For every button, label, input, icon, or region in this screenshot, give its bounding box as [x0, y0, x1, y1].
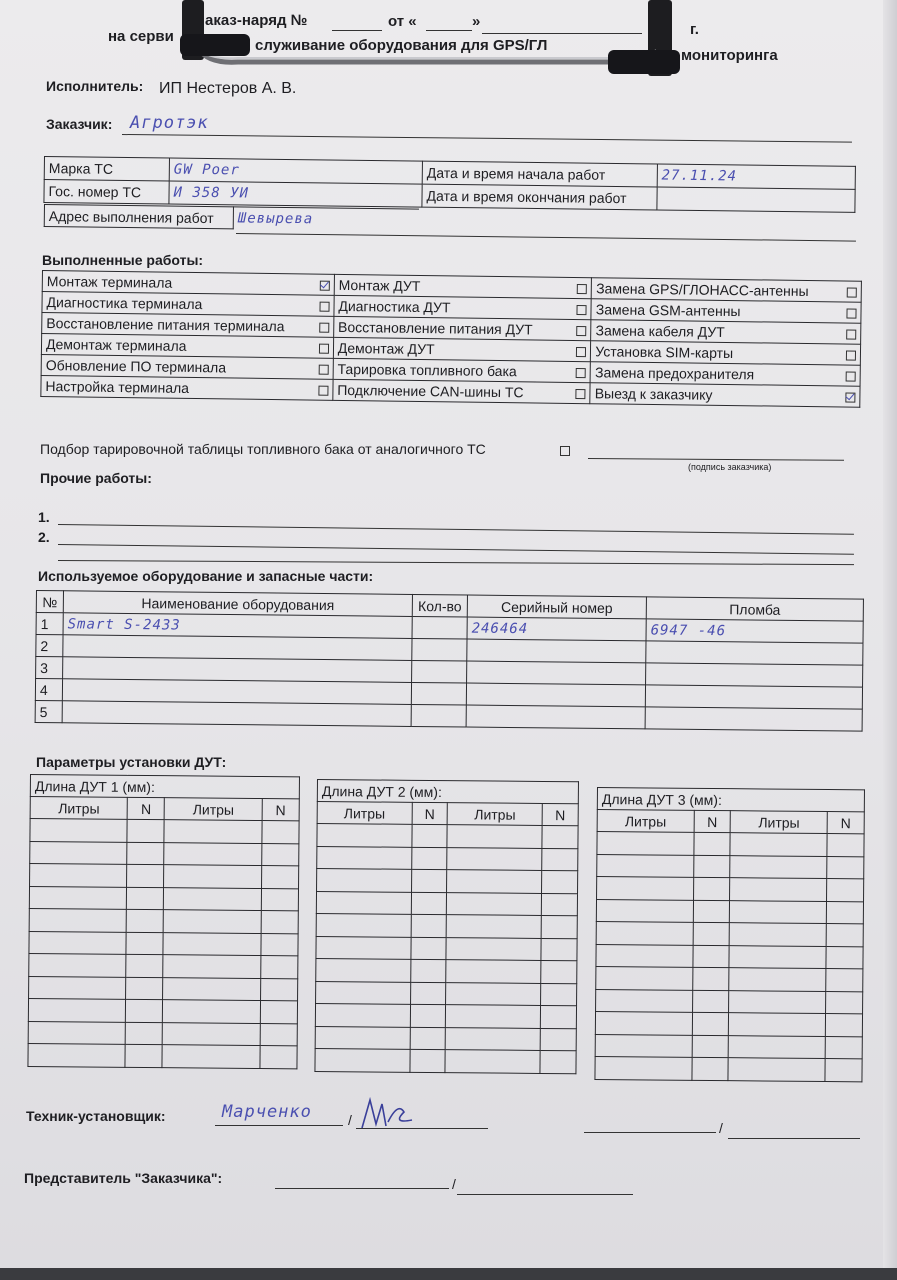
work-item-checkbox[interactable]	[318, 365, 328, 375]
works-title: Выполненные работы:	[42, 252, 204, 268]
table-row	[28, 1021, 297, 1046]
table-row	[315, 1048, 576, 1073]
work-item-checkbox[interactable]	[845, 393, 855, 403]
dut-cell	[29, 976, 127, 999]
dut-cell	[163, 1022, 261, 1045]
dut-cell	[262, 843, 299, 866]
table-row	[29, 976, 298, 1001]
dut-cell	[411, 824, 447, 847]
dut-cell	[411, 914, 447, 937]
dut-table-2	[314, 779, 579, 1074]
dut-cell	[410, 982, 446, 1005]
other-item-2-number: 2.	[38, 529, 50, 545]
work-item	[333, 379, 591, 403]
equipment-cell-seal: 6947 -46	[646, 619, 863, 643]
dut-cell	[692, 967, 729, 990]
dut-cell	[541, 983, 577, 1006]
work-item-label: Замена GSM-антенны	[595, 301, 741, 320]
dut-cell	[446, 982, 541, 1005]
dut-cell	[827, 901, 864, 924]
work-item-label: Настройка терминала	[45, 378, 190, 396]
dut-cell	[125, 1044, 162, 1067]
dut-cell	[260, 1001, 297, 1024]
works-table	[40, 270, 862, 408]
order-subtitle-mid: служивание оборудования для GPS/ГЛ	[255, 37, 548, 54]
work-item-checkbox[interactable]	[846, 309, 856, 319]
address-label: Адрес выполнения работ	[44, 205, 233, 229]
dut-cell	[317, 846, 412, 869]
dut-cell	[693, 945, 730, 968]
dut-cell	[410, 1004, 446, 1027]
dut-cell	[316, 891, 411, 914]
work-item-checkbox[interactable]	[319, 344, 329, 354]
dut-cell	[446, 960, 541, 983]
work-item-checkbox[interactable]	[577, 284, 587, 294]
dut-cell	[28, 1043, 126, 1066]
work-item-checkbox[interactable]	[846, 330, 856, 340]
table-row	[315, 1003, 576, 1028]
dut-header-cell: Литры	[165, 798, 263, 821]
dut-header-row	[317, 802, 578, 826]
dut-cell	[28, 1021, 126, 1044]
work-item-checkbox[interactable]	[319, 302, 329, 312]
dut-header-cell: N	[827, 812, 864, 834]
table-row	[316, 981, 577, 1006]
work-item-label: Демонтаж терминала	[45, 336, 187, 354]
brand-value: GW Poer	[169, 158, 422, 184]
dut-cell	[446, 1027, 541, 1050]
vehicle-table	[43, 156, 856, 213]
dut-cell	[262, 821, 299, 844]
order-from: от «	[388, 13, 417, 30]
equipment-cell-seal	[646, 641, 863, 665]
dut-cell	[317, 824, 412, 847]
dut-cell	[692, 990, 729, 1013]
dut-cell	[730, 923, 827, 946]
dut-cell	[826, 1014, 863, 1037]
dut-cell	[127, 864, 164, 887]
dut-cell	[261, 956, 298, 979]
equipment-cell-qty	[412, 660, 467, 683]
order-quote: »	[472, 13, 481, 30]
dut-cell	[127, 819, 164, 842]
dut-cell	[260, 1046, 297, 1069]
dut-cell	[447, 847, 542, 870]
address-value: Шевырева	[233, 207, 419, 231]
dut-header-row	[30, 797, 299, 821]
equipment-header-cell: Пломба	[646, 597, 863, 621]
equipment-cell-qty	[411, 704, 466, 727]
order-subtitle-right: мониторинга	[681, 47, 778, 64]
dut-cell	[693, 877, 730, 900]
work-item-label: Тарировка топливного бака	[337, 360, 517, 380]
dut-cell	[162, 1045, 260, 1068]
customer-value: Агротэк	[130, 113, 209, 133]
dut-cell	[542, 848, 578, 871]
brand-label: Марка ТС	[44, 157, 169, 182]
dut-cell	[316, 958, 411, 981]
work-item-label: Диагностика ДУТ	[338, 297, 451, 316]
executor-label: Исполнитель:	[46, 78, 144, 94]
dut-cell	[596, 989, 693, 1012]
work-item-checkbox[interactable]	[577, 326, 587, 336]
dut-cell	[28, 998, 126, 1021]
table-row	[29, 886, 298, 911]
dut-cell	[316, 981, 411, 1004]
work-item-checkbox[interactable]	[318, 386, 328, 396]
work-item-checkbox[interactable]	[319, 323, 329, 333]
dut-cell	[260, 978, 297, 1001]
table-row	[595, 1011, 862, 1036]
calibration-checkbox[interactable]	[560, 446, 570, 456]
plate-label: Гос. номер ТС	[44, 180, 169, 205]
dut-cell	[315, 1048, 410, 1071]
work-item-label: Выезд к заказчику	[594, 385, 713, 403]
dut-cell	[541, 915, 577, 938]
equipment-header-cell: Серийный номер	[467, 595, 646, 619]
dut-cell	[315, 1026, 410, 1049]
dut-cell	[541, 938, 577, 961]
equipment-cell-serial	[466, 683, 645, 707]
equipment-cell-n: 4	[35, 679, 62, 701]
dut-header-cell: N	[412, 802, 448, 824]
dut-cell	[541, 960, 577, 983]
dut-cell	[126, 954, 163, 977]
dut-cell	[730, 878, 827, 901]
dut-cell	[540, 1028, 576, 1051]
table-row	[316, 936, 577, 961]
dut-title-row	[30, 775, 299, 799]
dut-cell	[728, 1058, 825, 1081]
work-item-checkbox[interactable]	[846, 351, 856, 361]
calibration-label: Подбор тарировочной таблицы топливного бака от аналогичного ТС	[40, 441, 486, 457]
dut-header-cell: Литры	[30, 797, 128, 820]
dut-cell	[446, 937, 541, 960]
work-item	[41, 375, 333, 400]
dut-header-cell: N	[128, 797, 165, 819]
table-row	[597, 877, 864, 902]
customer-label: Заказчик:	[46, 116, 113, 132]
equipment-cell-serial	[467, 661, 646, 685]
table-row	[597, 832, 864, 857]
dut-cell	[447, 915, 542, 938]
work-item-label: Замена GPS/ГЛОНАСС-антенны	[596, 280, 809, 300]
table-row	[597, 854, 864, 879]
order-year-suffix: г.	[690, 21, 699, 38]
table-row	[596, 989, 863, 1014]
dut-table-1	[27, 774, 300, 1069]
work-item-label: Восстановление питания терминала	[46, 315, 285, 335]
dut-cell	[29, 931, 127, 954]
equipment-header-cell: №	[36, 591, 63, 613]
dut-cell	[595, 1034, 692, 1057]
dut-cell	[596, 944, 693, 967]
work-item-checkbox[interactable]	[577, 305, 587, 315]
end-label: Дата и время окончания работ	[422, 184, 657, 210]
order-title: аказ-наряд №	[205, 12, 308, 29]
work-item-label: Монтаж терминала	[46, 273, 173, 291]
equipment-cell-serial	[466, 705, 645, 729]
dut-cell	[730, 900, 827, 923]
dut-cell	[447, 825, 542, 848]
equipment-cell-n: 5	[35, 700, 62, 722]
representative-slash: /	[452, 1176, 456, 1192]
dut-cell	[164, 865, 262, 888]
dut-title-row	[597, 788, 864, 812]
plate-value: И 358 УИ	[169, 181, 422, 207]
work-item-checkbox[interactable]	[320, 281, 330, 291]
dut-cell	[163, 977, 261, 1000]
work-item-label: Установка SIM-карты	[595, 343, 734, 362]
dut-table-3	[594, 787, 865, 1082]
equipment-cell-serial	[467, 639, 646, 663]
table-row	[29, 931, 298, 956]
other-works-title: Прочие работы:	[40, 470, 152, 486]
dut-cell	[730, 833, 827, 856]
table-row	[316, 891, 577, 916]
dut-cell	[163, 932, 261, 955]
executor-value: ИП Нестеров А. В.	[159, 80, 297, 97]
dut-cell	[316, 913, 411, 936]
equipment-header-cell: Наименование оборудования	[63, 591, 412, 617]
table-row	[596, 966, 863, 991]
dut-cell	[29, 886, 127, 909]
dut-cell	[163, 1000, 261, 1023]
dut-cell	[260, 1023, 297, 1046]
dut-cell	[826, 924, 863, 947]
dut-cell	[540, 1005, 576, 1028]
dut-cell	[410, 1027, 446, 1050]
second-slash: /	[719, 1120, 723, 1136]
dut-cell	[446, 1005, 541, 1028]
table-row	[29, 908, 298, 933]
equipment-cell-qty	[412, 638, 467, 661]
work-item-label: Замена предохранителя	[594, 364, 755, 383]
dut-cell	[729, 945, 826, 968]
dut-cell	[30, 841, 128, 864]
dut-length-label: Длина ДУТ 2 (мм):	[317, 780, 578, 804]
equipment-cell-n: 2	[36, 635, 63, 657]
dut-cell	[694, 832, 731, 855]
work-item-label: Демонтаж ДУТ	[337, 339, 435, 358]
order-subtitle-left: на серви	[108, 28, 174, 45]
table-row	[315, 1026, 576, 1051]
dut-cell	[825, 1059, 862, 1082]
clipboard-clip-icon	[178, 0, 688, 82]
dut-cell	[30, 864, 128, 887]
work-item	[590, 383, 860, 408]
table-row	[30, 841, 299, 866]
dut-cell	[164, 842, 262, 865]
table-row	[596, 921, 863, 946]
dut-title-row	[317, 780, 578, 804]
dut-header-cell: Литры	[731, 811, 828, 834]
work-item-checkbox[interactable]	[576, 368, 586, 378]
work-item-label: Подключение CAN-шины ТС	[337, 381, 524, 401]
equipment-header-cell: Кол-во	[412, 594, 467, 617]
dut-cell	[595, 1056, 692, 1079]
table-row	[28, 998, 297, 1023]
dut-cell	[595, 1011, 692, 1034]
dut-length-label: Длина ДУТ 3 (мм):	[597, 788, 864, 812]
dut-cell	[693, 855, 730, 878]
dut-cell	[30, 819, 128, 842]
dut-cell	[164, 910, 262, 933]
dut-cell	[447, 870, 542, 893]
dut-cell	[596, 921, 693, 944]
dut-cell	[164, 887, 262, 910]
dut-header-cell: Литры	[597, 810, 694, 833]
dut-cell	[410, 959, 446, 982]
table-row	[316, 958, 577, 983]
dut-cell	[127, 887, 164, 910]
dut-header-cell: Литры	[317, 802, 412, 825]
technician-label: Техник-установщик:	[26, 1108, 166, 1124]
dut-cell	[447, 892, 542, 915]
dut-cell	[729, 990, 826, 1013]
work-item-checkbox[interactable]	[576, 347, 586, 357]
work-item-label: Восстановление питания ДУТ	[338, 318, 533, 338]
work-item-checkbox[interactable]	[576, 389, 586, 399]
equipment-cell-serial: 246464	[467, 617, 646, 641]
dut-cell	[126, 999, 163, 1022]
dut-cell	[730, 855, 827, 878]
dut-cell	[126, 1022, 163, 1045]
dut-header-cell: N	[542, 803, 578, 825]
address-table	[44, 204, 419, 232]
dut-cell	[316, 936, 411, 959]
dut-header-cell: N	[262, 799, 299, 821]
dut-cell	[827, 856, 864, 879]
work-item-checkbox[interactable]	[847, 288, 857, 298]
work-item-checkbox[interactable]	[846, 372, 856, 382]
dut-cell	[541, 893, 577, 916]
dut-cell	[163, 955, 261, 978]
representative-label: Представитель "Заказчика":	[24, 1170, 223, 1186]
dut-cell	[693, 900, 730, 923]
technician-slash: /	[348, 1112, 352, 1128]
dut-title: Параметры установки ДУТ:	[36, 754, 227, 770]
dut-cell	[411, 847, 447, 870]
equipment-table	[35, 590, 864, 732]
dut-cell	[317, 869, 412, 892]
start-label: Дата и время начала работ	[422, 161, 657, 187]
customer-signature-caption: (подпись заказчика)	[688, 462, 772, 472]
dut-cell	[729, 1013, 826, 1036]
equipment-cell-name	[62, 701, 411, 727]
dut-cell	[411, 892, 447, 915]
end-value	[657, 187, 855, 212]
dut-cell	[596, 966, 693, 989]
equipment-cell-qty	[412, 616, 467, 639]
work-item-label: Замена кабеля ДУТ	[595, 322, 725, 340]
dut-header-cell: N	[694, 810, 731, 832]
dut-header-row	[597, 810, 864, 834]
dut-cell	[261, 866, 298, 889]
dut-cell	[826, 946, 863, 969]
dut-cell	[445, 1050, 540, 1073]
dut-cell	[315, 1003, 410, 1026]
dut-cell	[827, 834, 864, 857]
dut-cell	[29, 908, 127, 931]
table-row	[30, 864, 299, 889]
equipment-cell-name: Smart S-2433	[63, 613, 412, 639]
dut-cell	[542, 825, 578, 848]
dut-header-cell: Литры	[448, 803, 543, 826]
dut-cell	[692, 1057, 729, 1080]
equipment-cell-qty	[411, 682, 466, 705]
dut-cell	[127, 842, 164, 865]
dut-cell	[29, 953, 127, 976]
dut-cell	[729, 1035, 826, 1058]
dut-cell	[261, 911, 298, 934]
equipment-cell-seal	[646, 663, 863, 687]
equipment-cell-seal	[645, 685, 862, 709]
dut-cell	[126, 932, 163, 955]
table-row	[28, 1043, 297, 1068]
dut-cell	[261, 888, 298, 911]
dut-cell	[729, 968, 826, 991]
dut-cell	[826, 969, 863, 992]
table-row	[29, 953, 298, 978]
dut-cell	[164, 820, 262, 843]
dut-cell	[826, 991, 863, 1014]
dut-cell	[540, 1050, 576, 1073]
work-item-label: Диагностика терминала	[46, 294, 203, 313]
other-item-1-number: 1.	[38, 509, 50, 525]
equipment-cell-seal	[645, 707, 862, 731]
table-row	[595, 1056, 862, 1081]
table-row	[317, 846, 578, 871]
table-row	[595, 1034, 862, 1059]
start-value: 27.11.24	[657, 164, 855, 189]
table-row	[30, 819, 299, 844]
equipment-cell-n: 1	[36, 613, 63, 635]
dut-cell	[409, 1049, 445, 1072]
dut-cell	[597, 854, 694, 877]
dut-cell	[542, 870, 578, 893]
paper-edge	[883, 0, 897, 1268]
dut-cell	[410, 937, 446, 960]
dut-cell	[597, 877, 694, 900]
table-row	[317, 869, 578, 894]
technician-signature: Марченко	[222, 1102, 312, 1122]
dut-cell	[597, 832, 694, 855]
table-row	[596, 944, 863, 969]
dut-cell	[827, 879, 864, 902]
work-item-label: Обновление ПО терминала	[45, 357, 227, 376]
dut-cell	[261, 933, 298, 956]
dut-cell	[692, 1035, 729, 1058]
equipment-cell-n: 3	[36, 657, 63, 679]
work-item-label: Монтаж ДУТ	[338, 276, 421, 294]
dut-cell	[411, 869, 447, 892]
dut-cell	[825, 1036, 862, 1059]
equipment-title: Используемое оборудование и запасные части:	[38, 568, 374, 584]
table-row	[316, 913, 577, 938]
dut-cell	[126, 977, 163, 1000]
dut-cell	[692, 1012, 729, 1035]
table-row	[317, 824, 578, 849]
dut-length-label: Длина ДУТ 1 (мм):	[30, 775, 299, 799]
dut-cell	[693, 922, 730, 945]
dut-cell	[596, 899, 693, 922]
dut-cell	[127, 909, 164, 932]
table-row	[596, 899, 863, 924]
